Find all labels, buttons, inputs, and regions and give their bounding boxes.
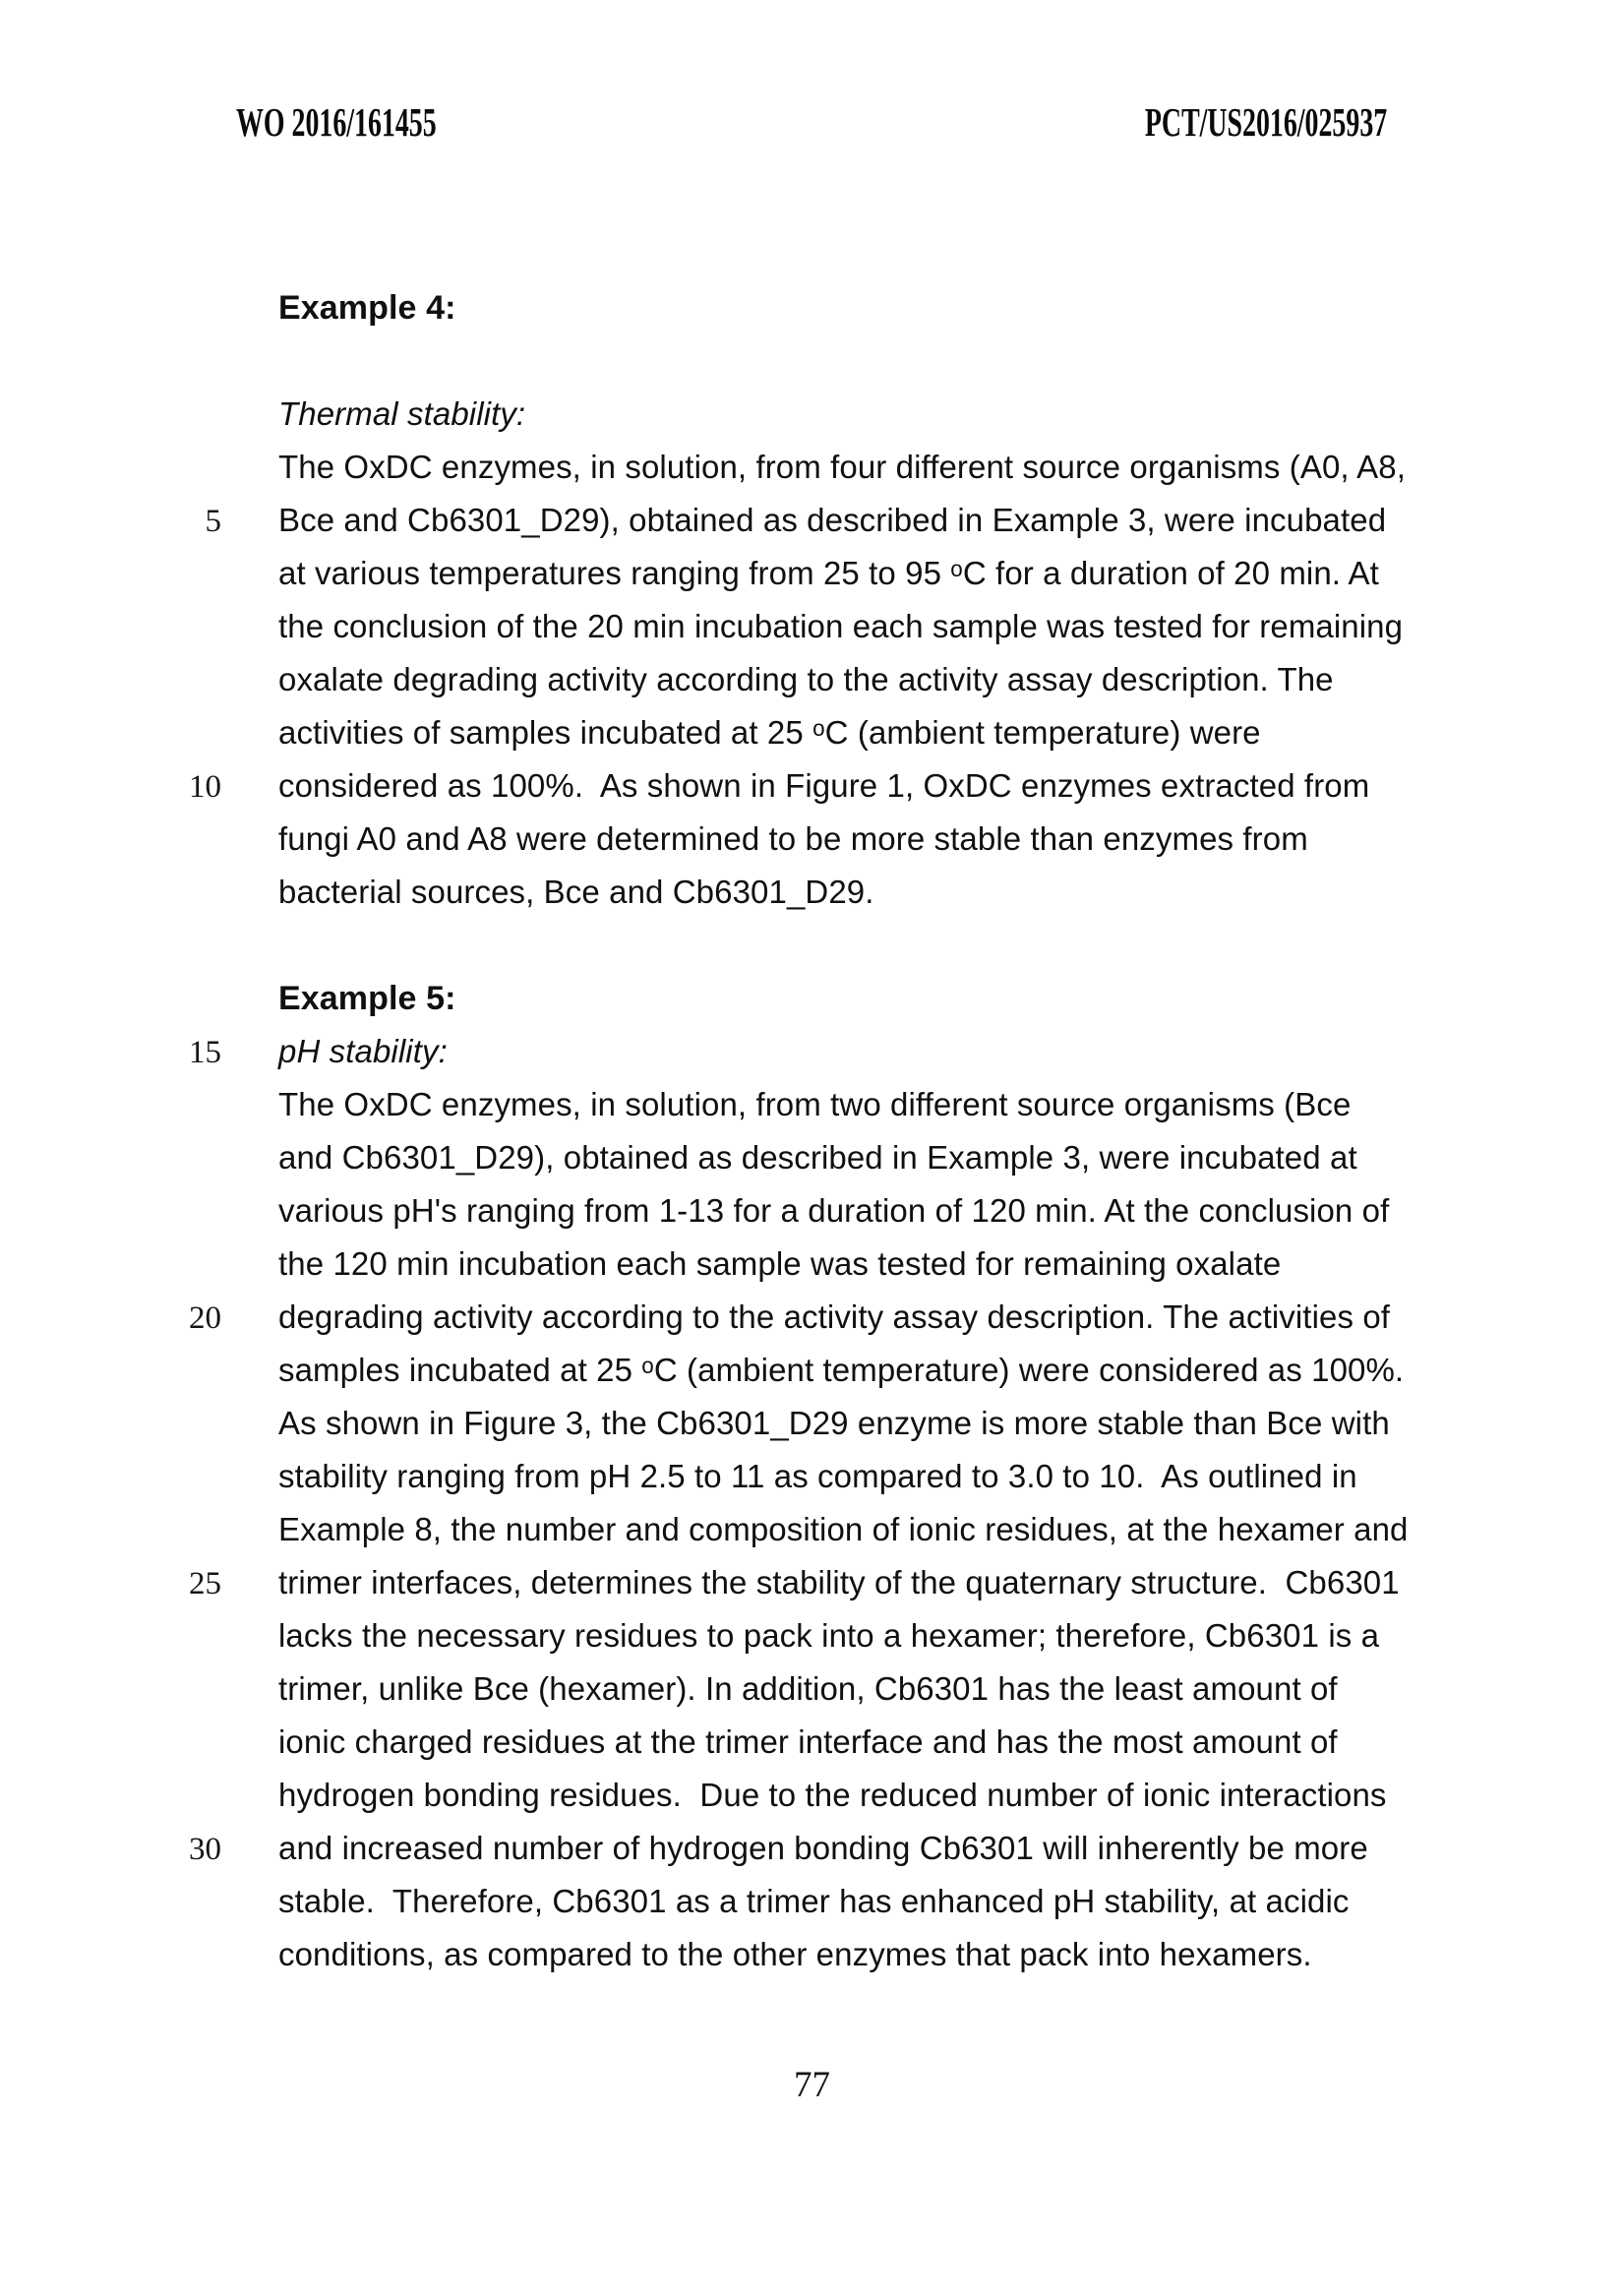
- line-text: and increased number of hydrogen bonding Cb6301 will inherently be more: [278, 1830, 1368, 1866]
- text-line: [0, 1025, 1624, 1078]
- line-number: 25: [189, 1566, 221, 1601]
- line-text: trimer, unlike Bce (hexamer). In addition, Cb6301 has the least amount of: [278, 1670, 1338, 1707]
- text-line: [0, 1716, 1624, 1769]
- text-line: [0, 1556, 1624, 1609]
- line-number: 15: [189, 1035, 221, 1070]
- publication-number: WO 2016/161455: [236, 99, 437, 145]
- text-line: [0, 547, 1624, 600]
- document-body: [0, 281, 1624, 1981]
- text-line: [0, 1184, 1624, 1238]
- line-text: activities of samples incubated at 25 ᵒC (ambient temperature) were: [278, 714, 1261, 751]
- line-number: 30: [189, 1832, 221, 1867]
- text-line: [0, 919, 1624, 972]
- text-line: [0, 388, 1624, 441]
- line-text: the conclusion of the 20 min incubation each sample was tested for remaining: [278, 608, 1404, 644]
- line-number: 5: [205, 504, 221, 539]
- application-number: PCT/US2016/025937: [1144, 99, 1387, 145]
- text-line: [0, 1609, 1624, 1662]
- line-text: The OxDC enzymes, in solution, from four different source organisms (A0, A8,: [278, 449, 1406, 485]
- page-number: 77: [794, 2065, 830, 2105]
- text-line: [0, 1291, 1624, 1344]
- line-text: pH stability:: [278, 1033, 448, 1069]
- text-line: [0, 281, 1624, 334]
- line-text: samples incubated at 25 ᵒC (ambient temperature) were considered as 100%.: [278, 1352, 1405, 1388]
- text-line: [0, 1238, 1624, 1291]
- text-line: [0, 1503, 1624, 1556]
- line-text: Example 5:: [278, 980, 456, 1017]
- text-line: [0, 600, 1624, 653]
- line-text: stability ranging from pH 2.5 to 11 as compared to 3.0 to 10. As outlined in: [278, 1458, 1357, 1494]
- text-line: [0, 1344, 1624, 1397]
- line-text: Thermal stability:: [278, 395, 526, 432]
- line-text: As shown in Figure 3, the Cb6301_D29 enzyme is more stable than Bce with: [278, 1405, 1390, 1441]
- line-text: and Cb6301_D29), obtained as described in Example 3, were incubated at: [278, 1139, 1357, 1176]
- line-text: conditions, as compared to the other enzymes that pack into hexamers.: [278, 1936, 1312, 1972]
- line-text: oxalate degrading activity according to the activity assay description. The: [278, 661, 1334, 697]
- text-line: [0, 334, 1624, 388]
- text-line: [0, 1078, 1624, 1131]
- text-line: [0, 494, 1624, 547]
- running-header: [236, 98, 1387, 146]
- text-line: [0, 1769, 1624, 1822]
- line-text: various pH's ranging from 1-13 for a duration of 120 min. At the conclusion of: [278, 1192, 1390, 1229]
- text-line: [0, 1928, 1624, 1981]
- line-text: Bce and Cb6301_D29), obtained as described in Example 3, were incubated: [278, 502, 1387, 538]
- text-line: [0, 1450, 1624, 1503]
- line-text: Example 4:: [278, 289, 456, 327]
- text-line: [0, 1397, 1624, 1450]
- line-number: 10: [189, 769, 221, 805]
- text-line: [0, 972, 1624, 1025]
- text-line: [0, 706, 1624, 759]
- line-text: stable. Therefore, Cb6301 as a trimer has enhanced pH stability, at acidic: [278, 1883, 1350, 1919]
- text-line: [0, 1875, 1624, 1928]
- line-text: lacks the necessary residues to pack into a hexamer; therefore, Cb6301 is a: [278, 1617, 1380, 1654]
- line-text: Example 8, the number and composition of ionic residues, at the hexamer and: [278, 1511, 1409, 1547]
- text-line: [0, 1662, 1624, 1716]
- text-line: [0, 1131, 1624, 1184]
- text-line: [0, 1822, 1624, 1875]
- line-text: the 120 min incubation each sample was tested for remaining oxalate: [278, 1245, 1282, 1282]
- text-line: [0, 866, 1624, 919]
- line-text: hydrogen bonding residues. Due to the reduced number of ionic interactions: [278, 1777, 1387, 1813]
- line-text: ionic charged residues at the trimer interface and has the most amount of: [278, 1723, 1338, 1760]
- line-text: degrading activity according to the activity assay description. The activities of: [278, 1298, 1391, 1335]
- text-line: [0, 653, 1624, 706]
- line-text: fungi A0 and A8 were determined to be more stable than enzymes from: [278, 820, 1308, 857]
- text-line: [0, 813, 1624, 866]
- text-line: [0, 441, 1624, 494]
- line-text: at various temperatures ranging from 25 to 95 ᵒC for a duration of 20 min. At: [278, 555, 1379, 591]
- line-text: considered as 100%. As shown in Figure 1, OxDC enzymes extracted from: [278, 767, 1370, 804]
- line-text: bacterial sources, Bce and Cb6301_D29.: [278, 874, 874, 910]
- line-text: The OxDC enzymes, in solution, from two different source organisms (Bce: [278, 1086, 1352, 1122]
- line-text: trimer interfaces, determines the stability of the quaternary structure. Cb6301: [278, 1564, 1400, 1600]
- text-line: [0, 759, 1624, 813]
- line-number: 20: [189, 1300, 221, 1336]
